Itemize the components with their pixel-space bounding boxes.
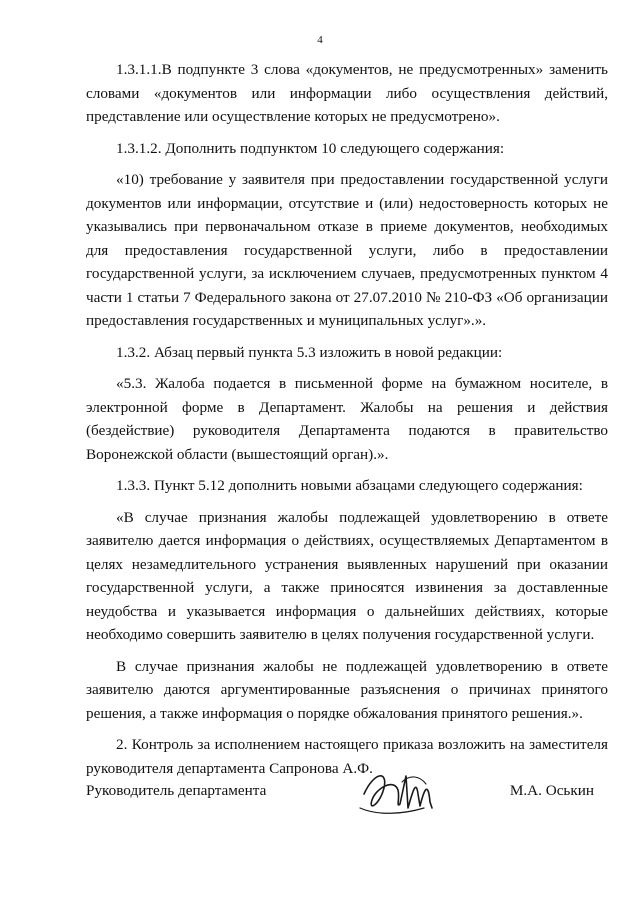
paragraph-1-3-1-2: 1.3.1.2. Дополнить подпунктом 10 следующего содержания: <box>116 139 505 157</box>
paragraph-complaint-satisfied: «В случае признания жалобы подлежащей удовлетворению в ответе заявителю дается информация о действиях, осуществляемых Департаментом в целях незамедлительного устранения выявленных нарушений при оказании государственной услуги, а также приносятся извинения за доставленные неудобства и указывается информация о дальнейших действиях, которые необходимо совершить заявителю в целях получения государственной услуги. <box>86 508 608 643</box>
paragraph-1-3-3: 1.3.3. Пункт 5.12 дополнить новыми абзацами следующего содержания: <box>116 477 583 494</box>
paragraph-complaint-rejected: В случае признания жалобы не подлежащей удовлетворению в ответе заявителю даются аргументированные разъяснения о причинах принятого решения, а также информация о порядке обжалования принятого решения.». <box>86 657 608 722</box>
paragraph-item-10: «10) требование у заявителя при предоставлении государственной услуги документов или информации, отсутствие и (или) недостоверность которых не указывались при первоначальном отказе в приеме документов, необходимых для предоставления государственной услуги, либо в предоставлении государственной услуги, за исключением случаев, предусмотренных пунктом 4 части 1 статьи 7 Федерального закона от 27.07.2010 № 210-ФЗ «Об организации предоставления государственных и муниципальных услуг».». <box>86 171 608 329</box>
paragraph-1-3-2: 1.3.2. Абзац первый пункта 5.3 изложить в новой редакции: <box>116 343 503 361</box>
signatory-name: М.А. Оськин <box>509 782 594 799</box>
signatory-title: Руководитель департамента <box>86 782 267 799</box>
paragraph-control: 2. Контроль за исполнением настоящего приказа возложить на заместителя руководителя департамента Сапронова А.Ф. <box>86 736 608 777</box>
paragraph-1-3-1-1: 1.3.1.1.В подпункте 3 слова «документов, не предусмотренных» заменить словами «документов или информации либо осуществления действий, представление или осуществление которых не предусмотрено». <box>86 61 608 125</box>
handwritten-signature <box>354 764 446 820</box>
document-body <box>86 58 608 780</box>
paragraph-5-3: «5.3. Жалоба подается в письменной форме на бумажном носителе, в электронной форме в Департамент. Жалобы на решения и действия (бездействие) руководителя Департамента подаются в правительство Воронежской области (вышестоящий орган).». <box>86 375 608 463</box>
signature-block <box>86 764 608 814</box>
page-number: 4 <box>317 34 323 46</box>
